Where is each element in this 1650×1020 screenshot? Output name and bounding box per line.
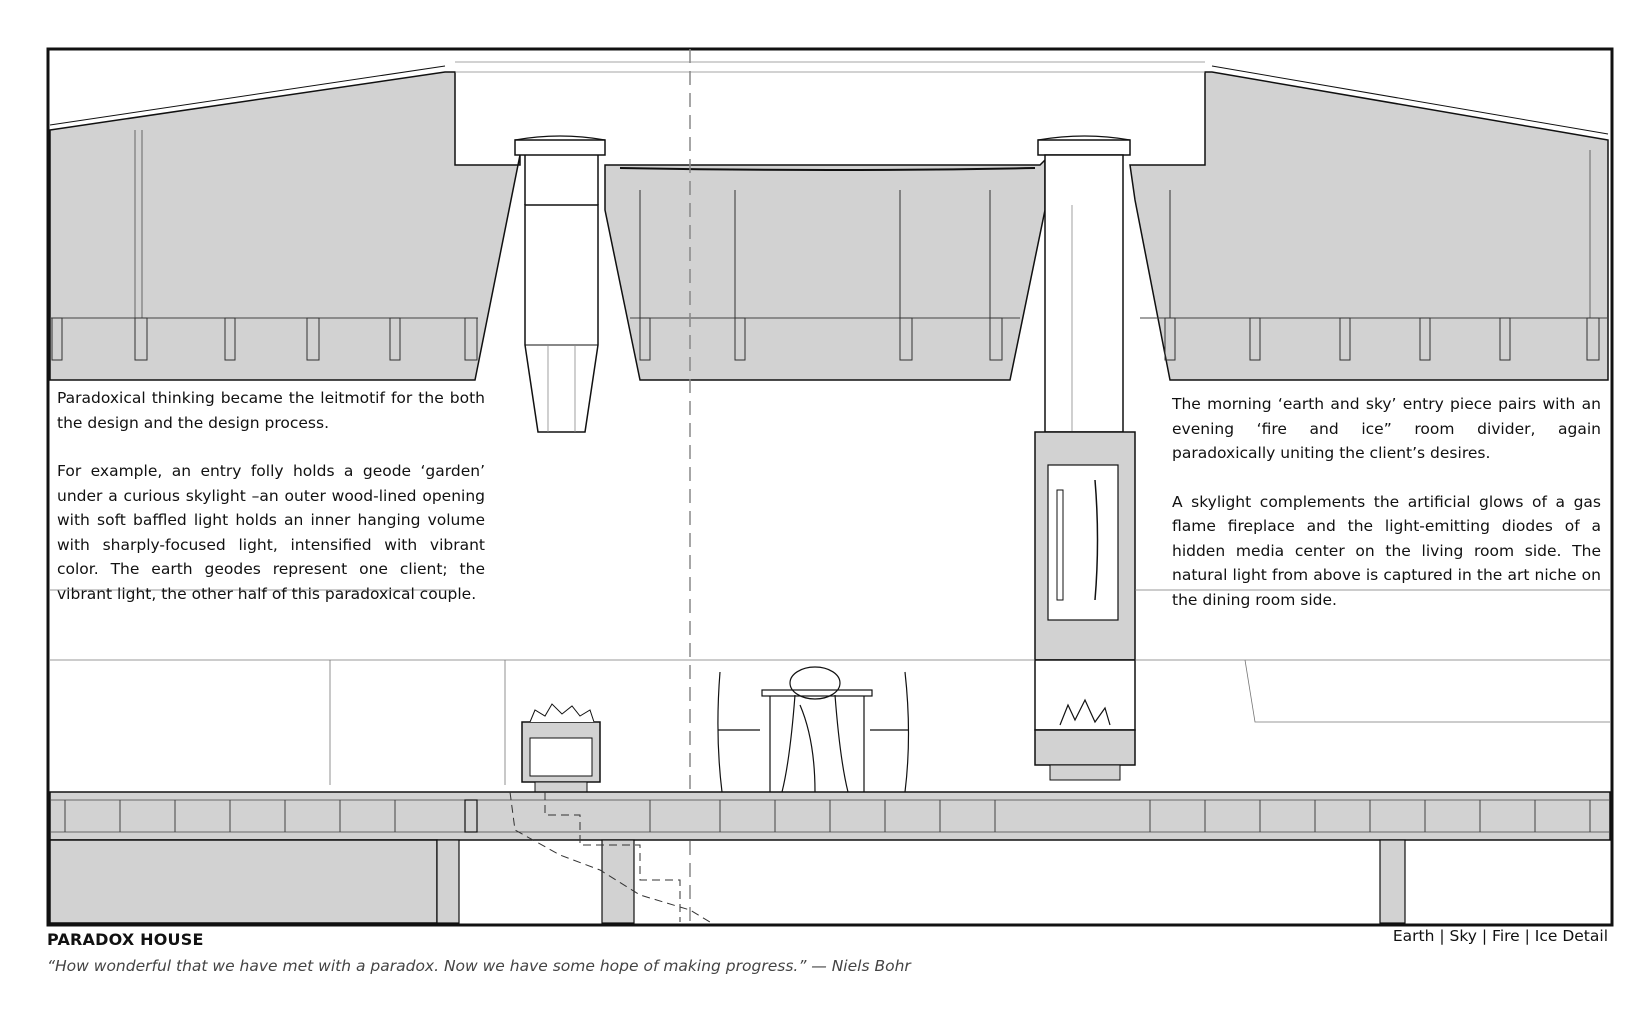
roof-center bbox=[605, 160, 1045, 380]
note-left-paragraph-1: Paradoxical thinking became the leitmotif for the both the design and the design process. bbox=[57, 389, 485, 432]
fire-ice-divider bbox=[1035, 136, 1135, 780]
sheet-title: PARADOX HOUSE bbox=[47, 930, 204, 949]
design-note-left bbox=[57, 386, 485, 630]
sheet-quote: “How wonderful that we have met with a paradox. Now we have some hope of making progress.” — Niels Bohr bbox=[47, 957, 911, 975]
note-right-paragraph-2: A skylight complements the artificial glows of a gas flame fireplace and the light-emitting diodes of a hidden media center on the living room side. The natural light from above is captured in the art niche on the dining room side. bbox=[1172, 492, 1601, 609]
design-note-right bbox=[1172, 392, 1601, 636]
geode-planter bbox=[522, 704, 600, 792]
note-left-paragraph-2: For example, an entry folly holds a geode ‘garden’ under a curious skylight –an outer wood-lined opening with soft baffled light holds an inner hanging volume with sharply-focused light, intensified with vibrant color. The earth geodes represent one client; the vibrant light, the other half of this paradoxical couple. bbox=[57, 462, 485, 603]
note-right-paragraph-1: The morning ‘earth and sky’ entry piece pairs with an evening ‘fire and ice” room divider, again paradoxically uniting the client’s desires. bbox=[1172, 395, 1601, 462]
floor-structure bbox=[50, 792, 1610, 840]
detail-label: Earth | Sky | Fire | Ice Detail bbox=[1392, 927, 1608, 945]
